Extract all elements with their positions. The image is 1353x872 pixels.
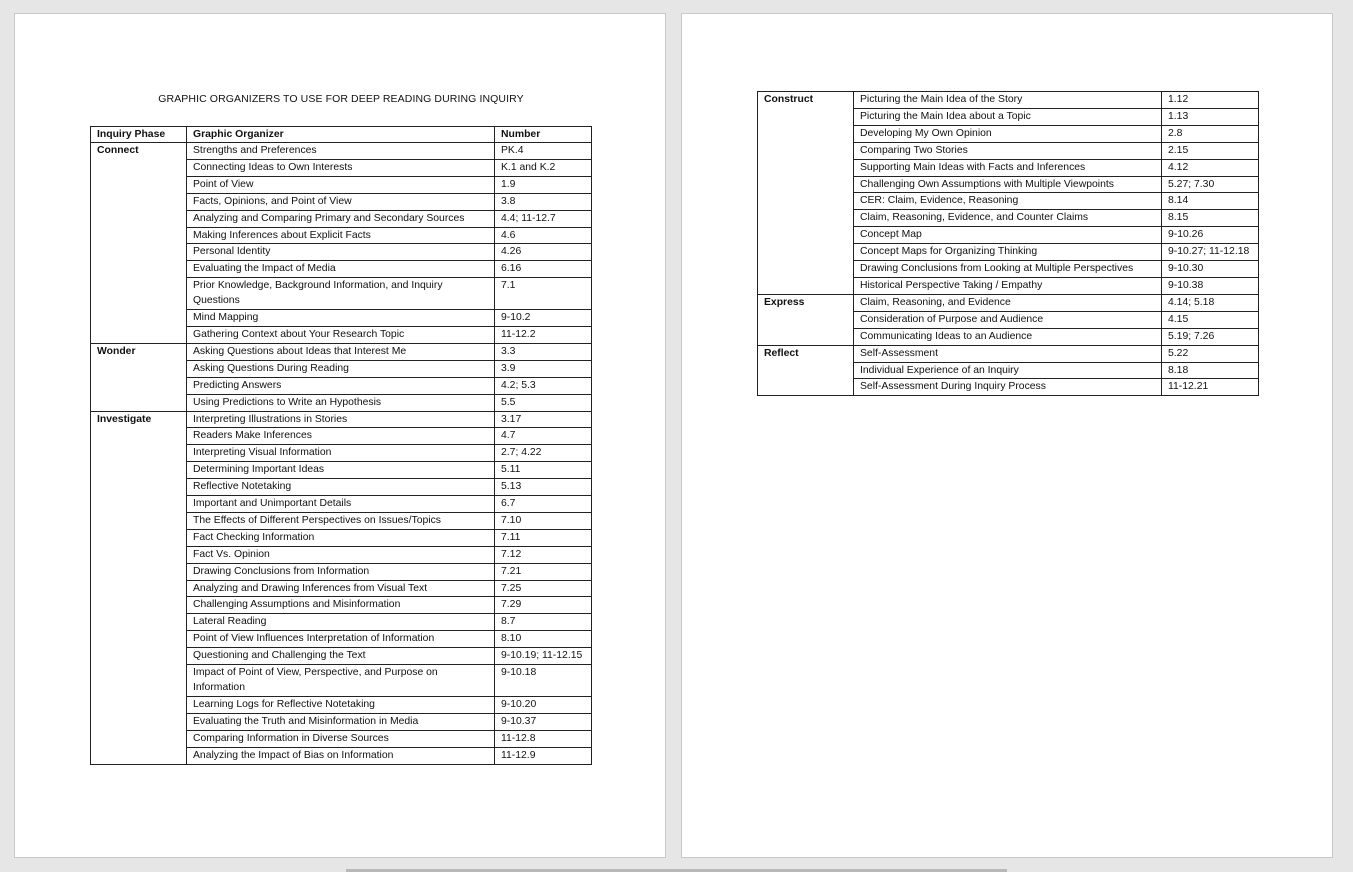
organizer-name-cell: Self-Assessment — [854, 345, 1162, 362]
organizer-number-cell: 4.2; 5.3 — [495, 377, 592, 394]
organizer-number-cell: 5.5 — [495, 394, 592, 411]
organizer-name-cell: Drawing Conclusions from Information — [187, 563, 495, 580]
organizer-number-cell: 9-10.38 — [1162, 277, 1259, 294]
table-row — [91, 143, 592, 160]
organizer-number-cell: 4.26 — [495, 244, 592, 261]
organizer-number-cell: 5.19; 7.26 — [1162, 328, 1259, 345]
organizer-name-cell: Personal Identity — [187, 244, 495, 261]
organizer-number-cell: 1.9 — [495, 176, 592, 193]
organizer-number-cell: 2.7; 4.22 — [495, 445, 592, 462]
organizer-number-cell: 3.9 — [495, 360, 592, 377]
organizer-name-cell: Gathering Context about Your Research Topic — [187, 326, 495, 343]
organizer-number-cell: 3.3 — [495, 343, 592, 360]
organizer-name-cell: Evaluating the Truth and Misinformation in Media — [187, 713, 495, 730]
phase-label: Express — [758, 294, 854, 345]
organizer-number-cell: 9-10.26 — [1162, 227, 1259, 244]
organizer-number-cell: 8.10 — [495, 631, 592, 648]
organizer-number-cell: 2.8 — [1162, 125, 1259, 142]
table-row — [91, 343, 592, 360]
organizer-name-cell: Determining Important Ideas — [187, 462, 495, 479]
organizer-number-cell: 9-10.2 — [495, 310, 592, 327]
organizer-name-cell: Fact Checking Information — [187, 529, 495, 546]
organizer-name-cell: Using Predictions to Write an Hypothesis — [187, 394, 495, 411]
organizer-name-cell: Claim, Reasoning, and Evidence — [854, 294, 1162, 311]
organizer-name-cell: Asking Questions During Reading — [187, 360, 495, 377]
header-number: Number — [495, 127, 592, 143]
organizer-number-cell: 6.16 — [495, 261, 592, 278]
organizer-name-cell: Facts, Opinions, and Point of View — [187, 193, 495, 210]
organizer-name-cell: Picturing the Main Idea about a Topic — [854, 108, 1162, 125]
organizer-number-cell: 4.4; 11-12.7 — [495, 210, 592, 227]
organizer-name-cell: Claim, Reasoning, Evidence, and Counter Claims — [854, 210, 1162, 227]
organizer-name-cell: Questioning and Challenging the Text — [187, 648, 495, 665]
organizer-name-cell: Evaluating the Impact of Media — [187, 261, 495, 278]
phase-label: Wonder — [91, 343, 187, 411]
table-row — [91, 411, 592, 428]
organizer-number-cell: 2.15 — [1162, 142, 1259, 159]
phase-label: Construct — [758, 92, 854, 295]
organizer-number-cell: 7.21 — [495, 563, 592, 580]
organizer-number-cell: 11-12.9 — [495, 747, 592, 764]
organizer-name-cell: Analyzing and Drawing Inferences from Visual Text — [187, 580, 495, 597]
organizer-name-cell: Making Inferences about Explicit Facts — [187, 227, 495, 244]
organizer-name-cell: Fact Vs. Opinion — [187, 546, 495, 563]
organizer-name-cell: Individual Experience of an Inquiry — [854, 362, 1162, 379]
document-page-1 — [14, 13, 666, 858]
organizer-number-cell: 11-12.21 — [1162, 379, 1259, 396]
organizer-number-cell: 7.11 — [495, 529, 592, 546]
document-page-2 — [681, 13, 1333, 858]
organizer-name-cell: Communicating Ideas to an Audience — [854, 328, 1162, 345]
organizer-name-cell: Challenging Own Assumptions with Multiple Viewpoints — [854, 176, 1162, 193]
table-row — [758, 294, 1259, 311]
organizer-name-cell: Strengths and Preferences — [187, 143, 495, 160]
organizer-name-cell: Picturing the Main Idea of the Story — [854, 92, 1162, 109]
organizer-name-cell: CER: Claim, Evidence, Reasoning — [854, 193, 1162, 210]
organizer-number-cell: 7.12 — [495, 546, 592, 563]
organizer-name-cell: Reflective Notetaking — [187, 479, 495, 496]
organizer-name-cell: Important and Unimportant Details — [187, 496, 495, 513]
organizer-table-page-1 — [90, 126, 592, 765]
organizer-number-cell: 8.15 — [1162, 210, 1259, 227]
organizer-number-cell: 11-12.2 — [495, 326, 592, 343]
organizer-number-cell: 9-10.37 — [495, 713, 592, 730]
organizer-number-cell: 9-10.30 — [1162, 261, 1259, 278]
organizer-name-cell: Concept Maps for Organizing Thinking — [854, 244, 1162, 261]
organizer-number-cell: 4.7 — [495, 428, 592, 445]
organizer-name-cell: Consideration of Purpose and Audience — [854, 311, 1162, 328]
organizer-number-cell: 7.29 — [495, 597, 592, 614]
organizer-number-cell: PK.4 — [495, 143, 592, 160]
organizer-name-cell: Learning Logs for Reflective Notetaking — [187, 696, 495, 713]
organizer-number-cell: 9-10.27; 11-12.18 — [1162, 244, 1259, 261]
phase-label: Reflect — [758, 345, 854, 396]
organizer-number-cell: 7.1 — [495, 278, 592, 310]
header-graphic-organizer: Graphic Organizer — [187, 127, 495, 143]
organizer-number-cell: 5.27; 7.30 — [1162, 176, 1259, 193]
organizer-name-cell: Analyzing the Impact of Bias on Information — [187, 747, 495, 764]
organizer-number-cell: 8.7 — [495, 614, 592, 631]
organizer-name-cell: Interpreting Illustrations in Stories — [187, 411, 495, 428]
organizer-number-cell: 4.15 — [1162, 311, 1259, 328]
organizer-number-cell: 7.10 — [495, 512, 592, 529]
organizer-name-cell: Connecting Ideas to Own Interests — [187, 159, 495, 176]
organizer-name-cell: Asking Questions about Ideas that Interest Me — [187, 343, 495, 360]
organizer-name-cell: Predicting Answers — [187, 377, 495, 394]
organizer-name-cell: Point of View Influences Interpretation of Information — [187, 631, 495, 648]
organizer-name-cell: Impact of Point of View, Perspective, and Purpose on Information — [187, 665, 495, 697]
organizer-name-cell: Developing My Own Opinion — [854, 125, 1162, 142]
organizer-name-cell: Comparing Information in Diverse Sources — [187, 730, 495, 747]
organizer-name-cell: Interpreting Visual Information — [187, 445, 495, 462]
header-inquiry-phase: Inquiry Phase — [91, 127, 187, 143]
organizer-number-cell: 4.12 — [1162, 159, 1259, 176]
organizer-number-cell: 3.17 — [495, 411, 592, 428]
organizer-number-cell: 9-10.19; 11-12.15 — [495, 648, 592, 665]
organizer-name-cell: The Effects of Different Perspectives on Issues/Topics — [187, 512, 495, 529]
organizer-name-cell: Supporting Main Ideas with Facts and Inferences — [854, 159, 1162, 176]
organizer-name-cell: Point of View — [187, 176, 495, 193]
organizer-name-cell: Challenging Assumptions and Misinformation — [187, 597, 495, 614]
organizer-name-cell: Readers Make Inferences — [187, 428, 495, 445]
organizer-number-cell: 9-10.18 — [495, 665, 592, 697]
organizer-number-cell: 5.22 — [1162, 345, 1259, 362]
organizer-number-cell: 8.14 — [1162, 193, 1259, 210]
organizer-number-cell: 5.11 — [495, 462, 592, 479]
organizer-number-cell: 7.25 — [495, 580, 592, 597]
table-row — [758, 92, 1259, 109]
organizer-number-cell: K.1 and K.2 — [495, 159, 592, 176]
organizer-number-cell: 4.6 — [495, 227, 592, 244]
organizer-name-cell: Analyzing and Comparing Primary and Secondary Sources — [187, 210, 495, 227]
organizer-number-cell: 11-12.8 — [495, 730, 592, 747]
organizer-number-cell: 1.13 — [1162, 108, 1259, 125]
organizer-number-cell: 1.12 — [1162, 92, 1259, 109]
phase-label: Investigate — [91, 411, 187, 764]
organizer-name-cell: Comparing Two Stories — [854, 142, 1162, 159]
organizer-name-cell: Self-Assessment During Inquiry Process — [854, 379, 1162, 396]
organizer-number-cell: 8.18 — [1162, 362, 1259, 379]
organizer-number-cell: 3.8 — [495, 193, 592, 210]
organizer-name-cell: Mind Mapping — [187, 310, 495, 327]
table-row — [758, 345, 1259, 362]
organizer-table-page-2 — [757, 91, 1259, 396]
organizer-number-cell: 9-10.20 — [495, 696, 592, 713]
organizer-number-cell: 5.13 — [495, 479, 592, 496]
document-title: GRAPHIC ORGANIZERS TO USE FOR DEEP READING DURING INQUIRY — [158, 93, 524, 105]
organizer-name-cell: Prior Knowledge, Background Information, and Inquiry Questions — [187, 278, 495, 310]
table-header-row — [91, 127, 592, 143]
organizer-name-cell: Drawing Conclusions from Looking at Multiple Perspectives — [854, 261, 1162, 278]
phase-label: Connect — [91, 143, 187, 344]
organizer-name-cell: Concept Map — [854, 227, 1162, 244]
organizer-name-cell: Lateral Reading — [187, 614, 495, 631]
organizer-number-cell: 6.7 — [495, 496, 592, 513]
organizer-number-cell: 4.14; 5.18 — [1162, 294, 1259, 311]
organizer-name-cell: Historical Perspective Taking / Empathy — [854, 277, 1162, 294]
